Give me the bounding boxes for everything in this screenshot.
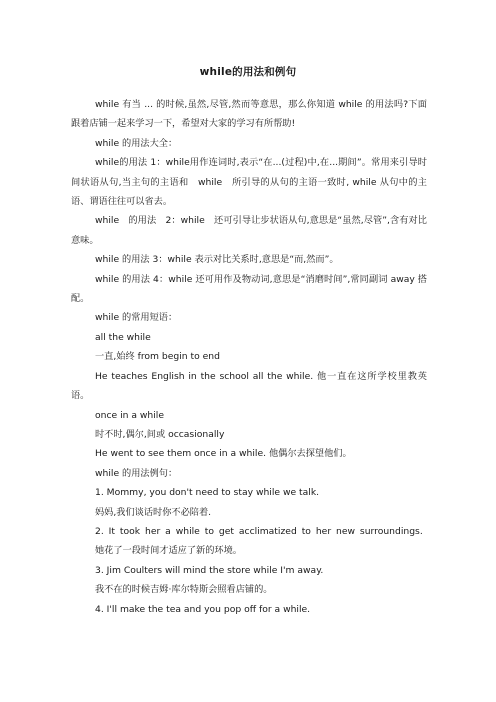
phrase-line: once in a while (95, 409, 165, 421)
section-heading-phrases: while 的常用短语： (95, 312, 178, 324)
example-translation: 妈妈,我们谈话时你不必陪着. (95, 506, 212, 518)
usage-4-paragraph: while 的用法 4：while 还可用作及物动词,意思是“消磨时间”,常同副词 away 搭配。 (71, 273, 427, 305)
section-heading-usage: while 的用法大全： (95, 137, 178, 149)
usage-2-paragraph: while 的用法 2：while 还可引导让步状语从句,意思是“虽然,尽管”,含有对比意味。 (71, 215, 427, 246)
phrase-example-line: He went to see them once in a while. 他偶尔去探望他们。 (95, 448, 352, 460)
section-heading-examples: while 的用法例句： (95, 467, 178, 479)
example-translation: 她花了一段时间才适应了新的环境。 (95, 545, 242, 557)
usage-3-paragraph: while 的用法 3：while 表示对比关系时,意思是“而,然而”。 (95, 254, 339, 266)
usage-1-paragraph: while的用法 1：while用作连词时,表示“在...(过程)中,在...期间”。常用来引导时间状语从句,当主句的主语和 while 所引导的从句的主语一致时, while 从句中的主语、谓语往往可以省去。 (71, 157, 427, 208)
example-translation: 我不在的时候吉姆·库尔特斯会照看店铺的。 (95, 584, 273, 596)
phrase-meaning-line: 时不时,偶尔,间或 occasionally (95, 428, 225, 440)
intro-paragraph: while 有当 ... 的时候,虽然,尽管,然而等意思，那么你知道 while 的用法吗?下面跟着店铺一起来学习一下，希望对大家的学习有所帮助! (71, 99, 427, 130)
example-sentence: 2. It took her a while to get acclimatized to her new surroundings. (95, 525, 423, 537)
example-sentence: 1. Mommy, you don't need to stay while we talk. (95, 487, 320, 499)
phrase-example-line: He teaches English in the school all the while. 他一直在这所学校里教英语。 (71, 370, 427, 402)
phrase-meaning-line: 一直,始终 from begin to end (95, 351, 220, 363)
document-body (71, 95, 427, 619)
phrase-line: all the while (95, 331, 151, 343)
example-sentence: 4. I'll make the tea and you pop off for a while. (95, 603, 311, 615)
example-sentence: 3. Jim Coulters will mind the store while I'm away. (95, 564, 324, 576)
document-title: while的用法和例句 (199, 66, 297, 78)
